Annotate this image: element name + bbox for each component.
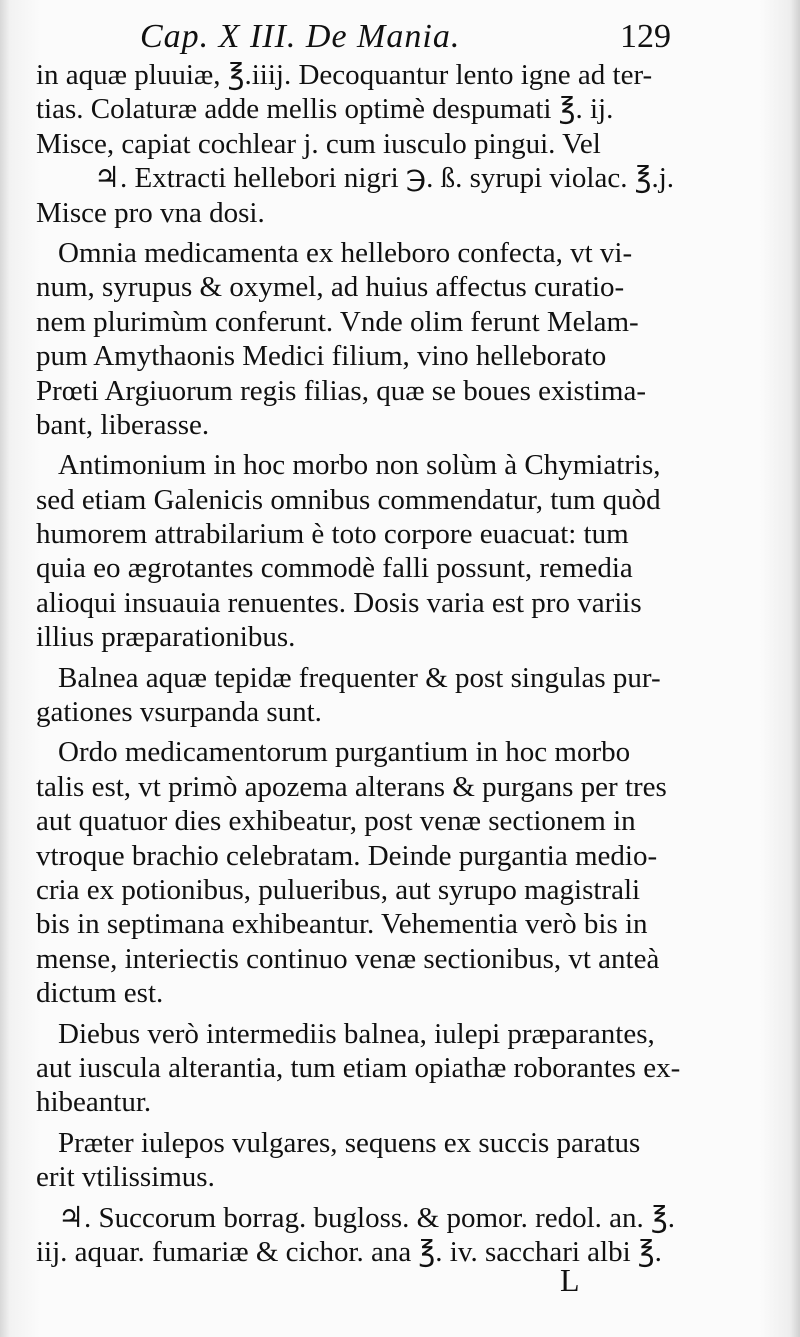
text-line: Prœti Argiuorum regis filias, quæ se boues existima- [36,374,647,407]
text-line: mense, interiectis continuo venæ sectionibus, vt anteà [36,942,660,975]
text-line: aut quatuor dies exhibeatur, post venæ sectionem in [36,805,636,838]
text-line: sed etiam Galenicis omnibus commendatur, tum quòd [36,483,661,516]
text-line: pum Amythaonis Medici filium, vino helleborato [36,340,607,373]
text-line: ♃. Extracti hellebori nigri ℈. ß. syrupi violac. ℥.j. [94,162,675,195]
text-line: num, syrupus & oxymel, ad huius affectus curatio- [36,271,625,304]
text-line: bis in septimana exhibeantur. Vehementia verò bis in [36,908,648,941]
text-line: Diebus verò intermediis balnea, iulepi præparantes, [58,1017,655,1050]
text-line: Misce, capiat cochlear j. cum iusculo pingui. Vel [36,127,601,160]
text-line: Præter iulepos vulgares, sequens ex succis paratus [58,1126,641,1159]
body-text [36,58,766,1269]
text-line: erit vtilissimus. [36,1161,215,1194]
text-line: gationes vsurpanda sunt. [36,696,322,729]
text-line: talis est, vt primò apozema alterans & purgans per tres [36,770,667,803]
text-line: iij. aquar. fumariæ & cichor. ana ℥. iv. sacchari albi ℥. [36,1235,662,1268]
text-line: Ordo medicamentorum purgantium in hoc morbo [58,736,631,769]
text-line: bant, liberasse. [36,408,210,441]
running-title: Cap. X III. De Mania. [140,18,461,55]
text-line: Balnea aquæ tepidæ frequenter & post singulas pur- [58,661,661,694]
text-line: ♃. Succorum borrag. bugloss. & pomor. redol. an. ℥. [58,1201,676,1234]
text-line: aut iuscula alterantia, tum etiam opiathæ roborantes ex- [36,1051,681,1084]
page-header [0,18,800,58]
text-line: Misce pro vna dosi. [36,196,265,229]
text-line: cria ex potionibus, pulueribus, aut syrupo magistrali [36,873,641,906]
text-line: hibeantur. [36,1086,152,1119]
text-line: vtroque brachio celebratam. Deinde purgantia medio- [36,839,658,872]
text-line: dictum est. [36,977,164,1010]
text-line: illius præparationibus. [36,621,296,654]
text-line: nem plurimùm conferunt. Vnde olim ferunt Melam- [36,305,639,338]
text-line: tias. Colaturæ adde mellis optimè despumati ℥. ij. [36,93,614,126]
catchword: L [560,1262,580,1298]
text-line: alioqui insuauia renuentes. Dosis varia est pro variis [36,586,642,619]
text-line: Antimonium in hoc morbo non solùm à Chymiatris, [58,449,661,482]
text-line: humorem attrabilarium è toto corpore euacuat: tum [36,518,629,551]
text-line: Omnia medicamenta ex helleboro confecta, vt vi- [58,236,633,269]
page-number: 129 [620,18,671,55]
text-line: in aquæ pluuiæ, ℥.iiij. Decoquantur lento igne ad ter- [36,59,653,91]
text-line: quia eo ægrotantes commodè falli possunt, remedia [36,552,633,585]
